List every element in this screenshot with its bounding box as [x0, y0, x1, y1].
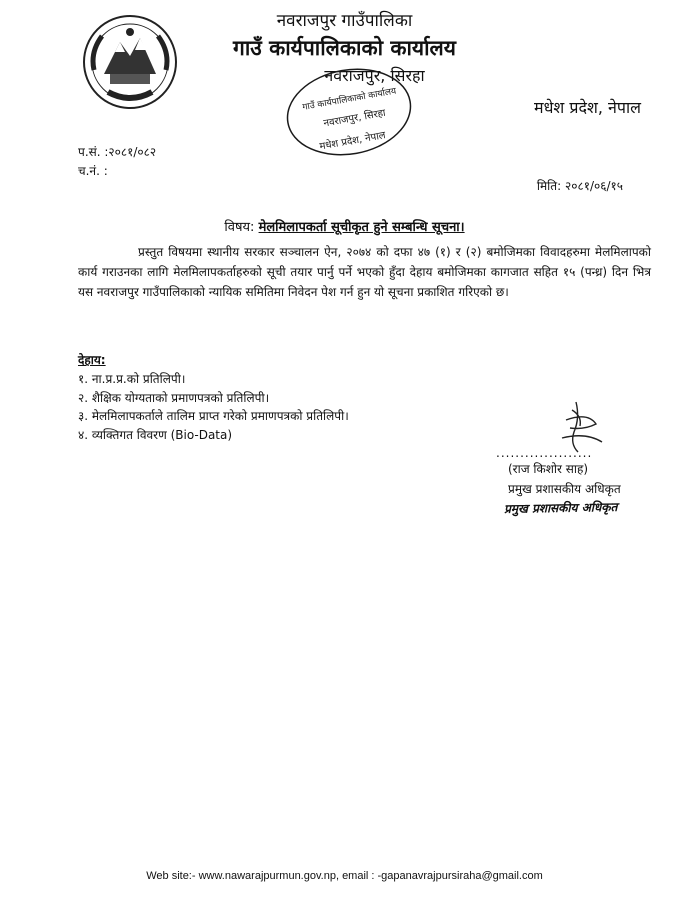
- office-address: नवराजपुर, सिरहा: [324, 66, 425, 85]
- annex-item: ४. व्यक्तिगत विवरण (Bio-Data): [78, 427, 233, 442]
- subject-line: [0, 217, 689, 235]
- subject-text: मेलमिलापकर्ता सूचीकृत हुने सम्बन्धि सूचना।: [258, 220, 465, 235]
- office-name: गाउँ कार्यपालिकाको कार्यालय: [233, 36, 456, 60]
- annex-item: २. शैक्षिक योग्यताको प्रमाणपत्रको प्रतिलिपी।: [78, 390, 270, 405]
- letter-date: मिति: २०८१/०६/१५: [536, 179, 623, 193]
- notice-body: [78, 242, 651, 302]
- office-stamp: [282, 64, 417, 164]
- signatory-title-stamp: प्रमुख प्रशासकीय अधिकृत: [503, 500, 618, 516]
- stamp-line-3: मधेश प्रदेश, नेपाल: [318, 130, 387, 153]
- annex-item: १. ना.प्र.प्र.को प्रतिलिपी।: [78, 372, 186, 386]
- dispatch-number: च.नं. :: [78, 164, 108, 178]
- reference-number: प.सं. :२०८१/०८२: [78, 145, 157, 159]
- body-paragraph: प्रस्तुत विषयमा स्थानीय सरकार सञ्चालन ऐन, २०७४ को दफा ४७ (१) र (२) बमोजिमका विवादहरुमा मेलमिलापको कार्य गराउनका लागि मेलमिलापकर्ताहरुको सूची तयार पार्नु पर्ने भएको हुँदा देहाय बमोजिमका कागजात सहित १५ (पन्ध्र) दिन भित्र यस नवराजपुर गाउँपालिकाको न्यायिक समितिमा निवेदन पेश गर्न हुन यो सूचना प्रकाशित गरिएको छ।: [78, 245, 651, 299]
- municipality-name: नवराजपुर गाउँपालिका: [276, 11, 413, 31]
- province-country: मधेश प्रदेश, नेपाल: [534, 98, 641, 117]
- signatory-name: (राज किशोर साह): [508, 462, 589, 476]
- stamp-line-2: नवराजपुर, सिरहा: [322, 107, 387, 130]
- annex-title: देहाय:: [78, 353, 106, 367]
- annex-list: [78, 370, 349, 444]
- footer-contact: Web site:- www.nawarajpurmun.gov.np, email : -gapanavrajpursiraha@gmail.com: [146, 870, 543, 882]
- signature-dots: ....................: [496, 446, 593, 460]
- annex-item: ३. मेलमिलापकर्ताले तालिम प्राप्त गरेको प्रमाणपत्रको प्रतिलिपी।: [78, 409, 349, 423]
- stamp-line-1: गाउँ कार्यपालिकाको कार्यालय: [301, 86, 398, 113]
- signatory-title: प्रमुख प्रशासकीय अधिकृत: [508, 482, 621, 496]
- subject-label: विषय:: [224, 220, 255, 235]
